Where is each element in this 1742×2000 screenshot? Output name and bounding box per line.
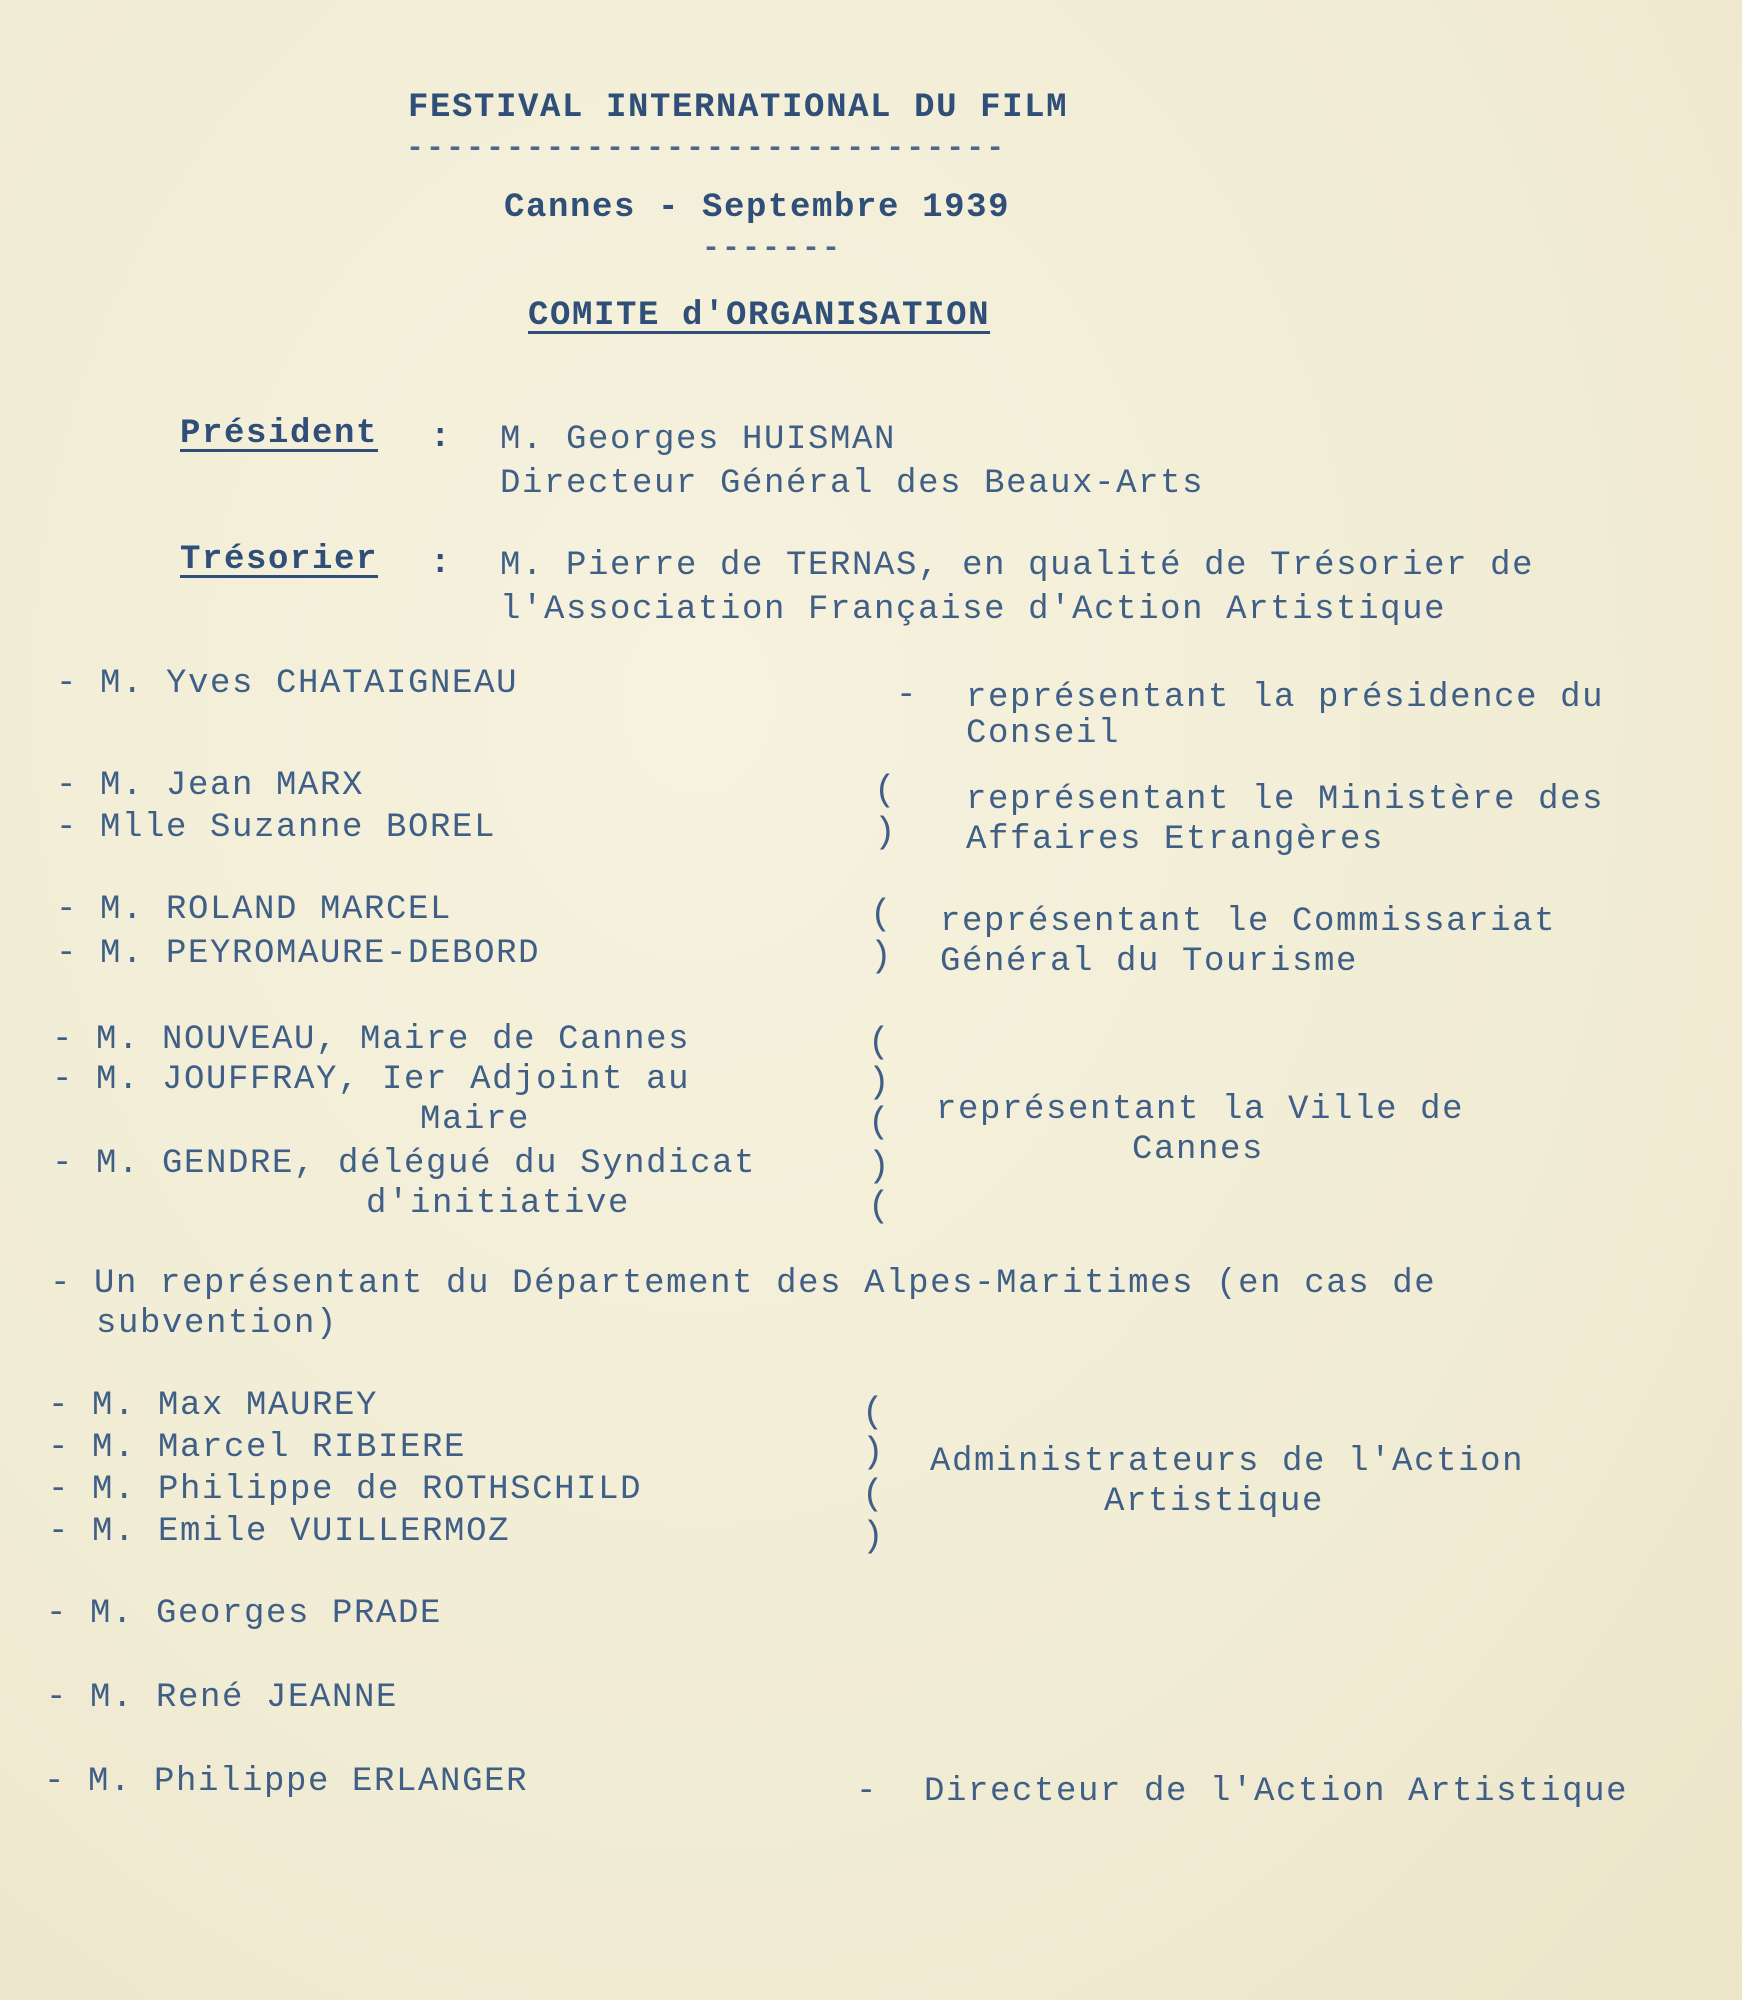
role-affaires-line-2: Affaires Etrangères <box>966 821 1385 859</box>
member-erlanger: - M. Philippe ERLANGER <box>44 1763 529 1801</box>
bracket-open: ( <box>868 1022 890 1063</box>
treasurer-line-2: l'Association Française d'Action Artistique <box>500 591 1447 629</box>
member-chataigneau: - M. Yves CHATAIGNEAU <box>56 665 519 703</box>
festival-subtitle: Cannes - Septembre 1939 <box>504 189 1011 227</box>
member-jouffray: - M. JOUFFRAY, Ier Adjoint au <box>52 1061 691 1099</box>
role-presidence-line-1: représentant la présidence du <box>966 679 1605 717</box>
president-separator: : <box>430 419 453 457</box>
role-ville-line-1: représentant la Ville de <box>936 1091 1465 1129</box>
bracket-open: ( <box>870 894 892 935</box>
president-title: Directeur Général des Beaux-Arts <box>500 465 1205 503</box>
bracket-close: ) <box>862 1432 884 1473</box>
member-gendre: - M. GENDRE, délégué du Syndicat <box>52 1145 757 1183</box>
bracket-close: ) <box>874 812 896 853</box>
member-maurey: - M. Max MAUREY <box>48 1387 379 1425</box>
member-marx: - M. Jean MARX <box>56 767 365 805</box>
title-rule: ------------------------------ <box>406 132 1007 166</box>
role-tourisme-line-1: représentant le Commissariat <box>940 903 1557 941</box>
treasurer-label: Trésorier <box>180 541 379 579</box>
bracket-open: ( <box>862 1474 884 1515</box>
role-tourisme-line-2: Général du Tourisme <box>940 943 1359 981</box>
role-dash: - <box>856 1773 879 1811</box>
treasurer-line-1: M. Pierre de TERNAS, en qualité de Trésorier de <box>500 547 1535 585</box>
representative-alpes-maritimes-line-1: - Un représentant du Département des Alpes-Maritimes (en cas de <box>50 1265 1437 1303</box>
committee-heading: COMITE d'ORGANISATION <box>528 297 991 335</box>
member-ribiere: - M. Marcel RIBIERE <box>48 1429 467 1467</box>
role-dash: - <box>896 677 919 715</box>
member-prade: - M. Georges PRADE <box>46 1595 443 1633</box>
bracket-open: ( <box>868 1186 890 1227</box>
role-affaires-line-1: représentant le Ministère des <box>966 781 1605 819</box>
member-gendre-cont: d'initiative <box>366 1185 631 1223</box>
member-borel: - Mlle Suzanne BOREL <box>56 809 497 847</box>
role-administrateurs-line-2: Artistique <box>1104 1483 1325 1521</box>
treasurer-separator: : <box>430 545 453 583</box>
subtitle-rule: ------- <box>702 232 843 266</box>
role-administrateurs-line-1: Administrateurs de l'Action <box>930 1443 1525 1481</box>
member-nouveau: - M. NOUVEAU, Maire de Cannes <box>52 1021 691 1059</box>
member-rothschild: - M. Philippe de ROTHSCHILD <box>48 1471 643 1509</box>
role-ville-line-2: Cannes <box>1132 1131 1265 1169</box>
bracket-open: ( <box>874 770 896 811</box>
role-presidence-line-2: Conseil <box>966 715 1121 753</box>
president-name: M. Georges HUISMAN <box>500 421 897 459</box>
member-jouffray-cont: Maire <box>420 1101 531 1139</box>
bracket-close: ) <box>862 1516 884 1557</box>
festival-title: FESTIVAL INTERNATIONAL DU FILM <box>408 89 1069 127</box>
member-jeanne: - M. René JEANNE <box>46 1679 399 1717</box>
bracket-close: ) <box>868 1062 890 1103</box>
president-label: Président <box>180 415 379 453</box>
member-roland-marcel: - M. ROLAND MARCEL <box>56 891 453 929</box>
bracket-close: ) <box>870 936 892 977</box>
representative-alpes-maritimes-line-2: subvention) <box>96 1305 339 1343</box>
member-vuillermoz: - M. Emile VUILLERMOZ <box>48 1513 511 1551</box>
bracket-open: ( <box>868 1102 890 1143</box>
member-peyromaure-debord: - M. PEYROMAURE-DEBORD <box>56 935 541 973</box>
bracket-close: ) <box>868 1146 890 1187</box>
role-directeur: Directeur de l'Action Artistique <box>924 1773 1629 1811</box>
bracket-open: ( <box>862 1392 884 1433</box>
